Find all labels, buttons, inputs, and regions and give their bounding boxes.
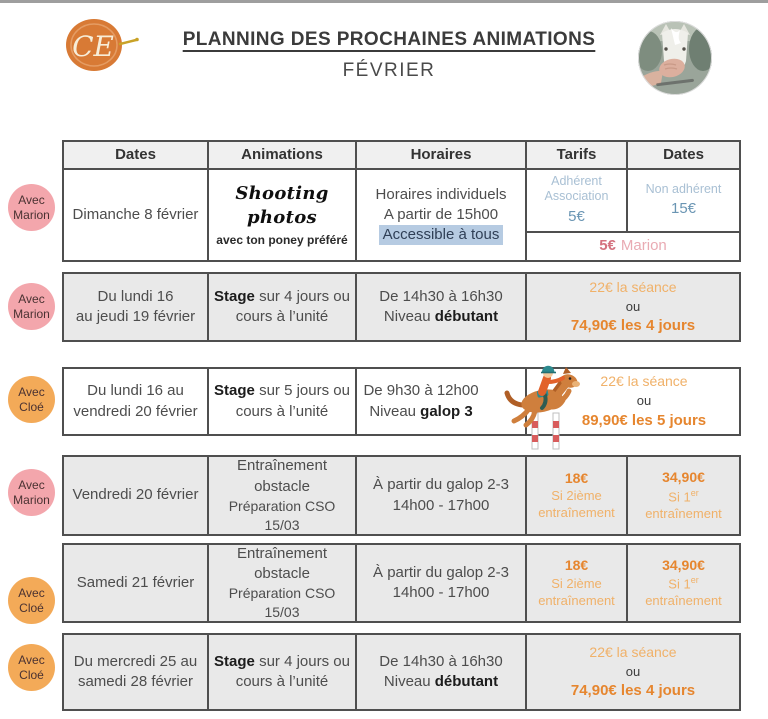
cell-tarif: 22€ la séance ou 89,90€ les 5 jours <box>525 369 739 434</box>
schedule-table <box>62 633 741 711</box>
tarif-non-adherent: Non adhérent 15€ <box>626 170 739 231</box>
tarif-marion: 5€ Marion <box>527 231 739 260</box>
cell-animation: Stage sur 4 jours ou cours à l’unité <box>207 274 355 340</box>
cell-tarif: 22€ la séance ou 74,90€ les 4 jours <box>525 274 739 340</box>
schedule-block-obstacle-vendredi <box>0 455 768 536</box>
col-header-dates-2: Dates <box>626 142 739 170</box>
badge-avec-cloe: Avec Cloé <box>8 644 55 691</box>
jump-standards <box>532 413 559 449</box>
col-header-animations: Animations <box>207 142 355 170</box>
schedule-table <box>62 543 741 623</box>
badge-avec-marion: Avec Marion <box>8 469 55 516</box>
cell-horaires: De 14h30 à 16h30 Niveau débutant <box>355 635 525 709</box>
schedule-block-stage-16-20 <box>0 367 768 436</box>
header-titles <box>140 29 638 82</box>
cell-date: Du lundi 16 au jeudi 19 février <box>64 274 207 340</box>
badge-avec-marion <box>8 184 55 231</box>
schedule-block-stage-25-28 <box>0 633 768 711</box>
badge-avec-cloe: Avec Cloé <box>8 577 55 624</box>
schedule-table <box>62 455 741 536</box>
horse-jump-clipart <box>496 363 588 451</box>
schedule-block-obstacle-samedi <box>0 543 768 623</box>
cell-tarif-1er: 34,90€ Si 1er entraînement <box>626 457 739 534</box>
cell-tarif-2ieme: 18€ Si 2ième entraînement <box>525 457 626 534</box>
schedule-table <box>62 367 741 436</box>
badge-avec-marion: Avec Marion <box>8 283 55 330</box>
cell-animation: Stage sur 5 jours ou cours à l’unité <box>207 369 355 434</box>
badge-line1: Avec <box>18 193 45 208</box>
col-header-dates: Dates <box>64 142 207 170</box>
cell-horaires: De 14h30 à 16h30 Niveau débutant <box>355 274 525 340</box>
cell-animation <box>207 170 355 260</box>
badge-line2: Marion <box>13 207 50 222</box>
col-header-tarifs: Tarifs <box>525 142 626 170</box>
cell-horaires: À partir du galop 2-3 14h00 - 17h00 <box>355 457 525 534</box>
schedule-block-stage-16-19 <box>0 272 768 342</box>
cell-animation: Stage sur 4 jours ou cours à l’unité <box>207 635 355 709</box>
cell-tarifs <box>525 170 739 260</box>
cell-horaires: À partir du galop 2-3 14h00 - 17h00 <box>355 545 525 621</box>
logo-pen-flourish <box>120 40 136 44</box>
logo-monogram: CE <box>72 30 114 63</box>
page-header <box>0 3 768 123</box>
planning-month: FÉVRIER <box>342 60 436 81</box>
cell-date: Dimanche 8 février <box>64 170 207 260</box>
pony-photo <box>638 21 712 95</box>
cell-date: Du mercredi 25 au samedi 28 février <box>64 635 207 709</box>
cell-horaires: De 9h30 à 12h00 Niveau galop 3 <box>355 369 525 434</box>
cell-animation: Entraînement obstacle Préparation CSO 15/03 <box>207 457 355 534</box>
col-header-horaires: Horaires <box>355 142 525 170</box>
cell-tarif-2ieme: 18€ Si 2ième entraînement <box>525 545 626 621</box>
badge-avec-cloe: Avec Cloé <box>8 376 55 423</box>
planning-title: PLANNING DES PROCHAINES ANIMATIONS <box>182 29 596 50</box>
accessible-highlight: Accessible à tous <box>379 225 504 245</box>
schedule-table <box>62 272 741 342</box>
schedule-table <box>62 140 741 262</box>
cell-tarif: 22€ la séance ou 74,90€ les 4 jours <box>525 635 739 709</box>
cell-horaires: Horaires individuels A partir de 15h00 Accessible à tous <box>355 170 525 260</box>
cell-animation: Entraînement obstacle Préparation CSO 15/03 <box>207 545 355 621</box>
cell-date: Vendredi 20 février <box>64 457 207 534</box>
animation-title: Shooting photos <box>235 183 329 229</box>
cell-date: Samedi 21 février <box>64 545 207 621</box>
cell-date: Du lundi 16 au vendredi 20 février <box>64 369 207 434</box>
club-logo <box>64 17 140 75</box>
animation-subtitle: avec ton poney préféré <box>216 232 348 247</box>
schedule-block-shooting <box>0 140 768 262</box>
cell-tarif-1er: 34,90€ Si 1er entraînement <box>626 545 739 621</box>
tarif-adherent: Adhérent Association 5€ <box>544 173 609 225</box>
